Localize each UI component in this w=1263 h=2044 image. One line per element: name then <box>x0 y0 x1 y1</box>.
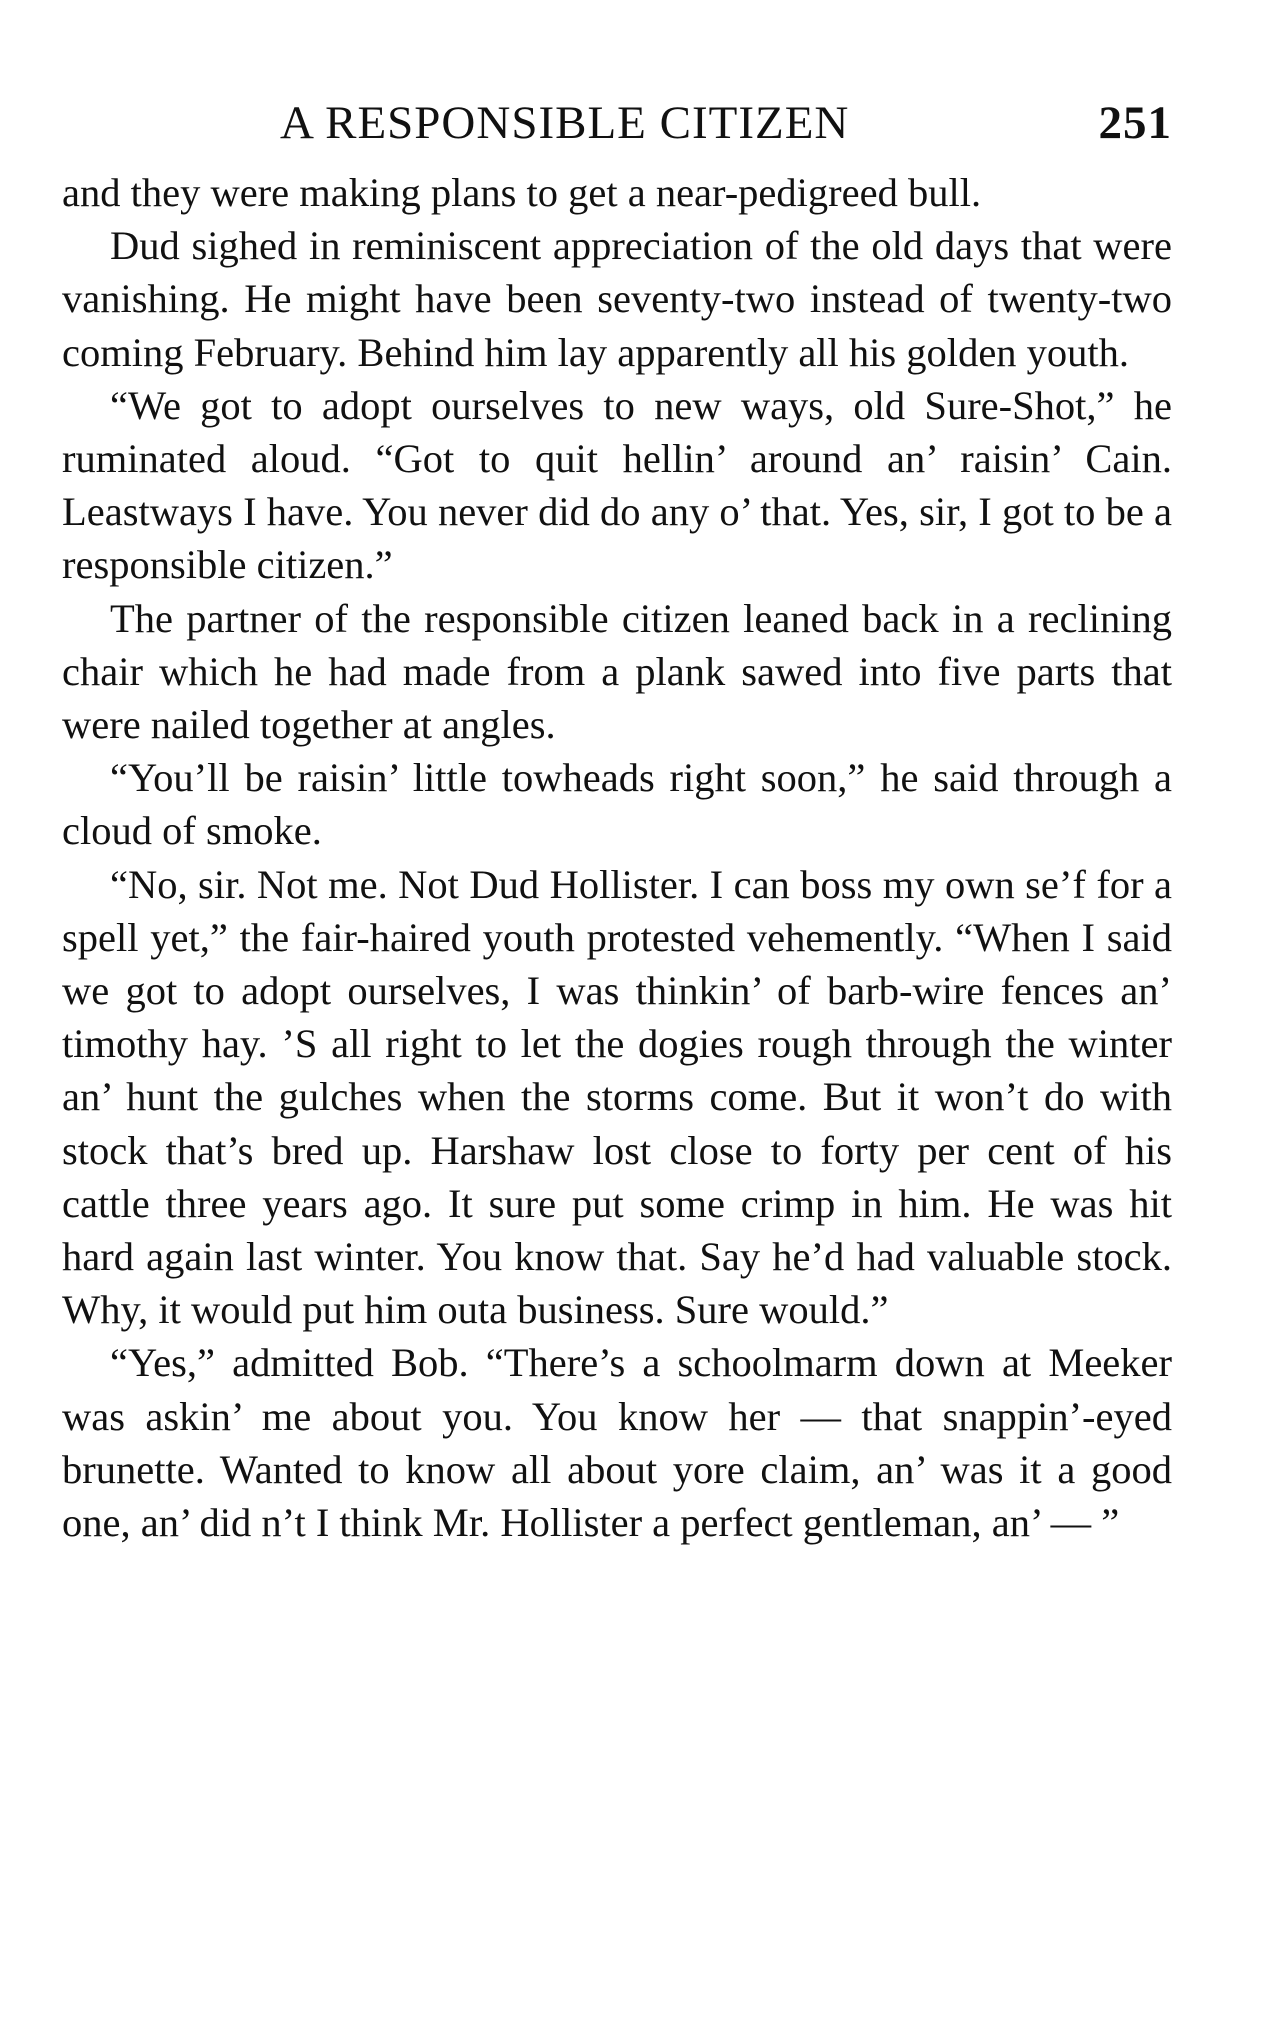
paragraph: “Yes,” admitted Bob. “There’s a schoolmarm down at Meeker was askin’ me about you. You know her — that snappin’-eyed brunette. Wanted to know all about yore claim, an’ was it a good one, an’ did n’t I think Mr. Hollister a perfect gentleman, an’ — ” <box>62 1340 1172 1546</box>
paragraph: The partner of the responsible citizen leaned back in a reclining chair which he had made from a plank sawed into five parts that were nailed together at angles. <box>62 595 1172 748</box>
paragraph: “We got to adopt ourselves to new ways, old Sure-Shot,” he ruminated aloud. “Got to quit hellin’ around an’ raisin’ Cain. Leastways I have. You never did do any o’ that. Yes, sir, I got to be a responsible citizen.” <box>62 382 1172 588</box>
paragraph: “No, sir. Not me. Not Dud Hollister. I can boss my own se’f for a spell yet,” the fair-haired youth protested vehemently. “When I said we got to adopt ourselves, I was thinkin’ of barb-wire fences an’ timothy hay. ’S all right to let the dogies rough through the winter an’ hunt the gulches when the storms come. But it won’t do with stock that’s bred up. Harshaw lost close to forty per cent of his cattle three years ago. It sure put some crimp in him. He was hit hard again last winter. You know that. Say he’d had valuable stock. Why, it would put him outa business. Sure would.” <box>62 861 1172 1333</box>
book-page <box>62 96 1172 1549</box>
running-header <box>62 96 1172 156</box>
paragraph: and they were making plans to get a near-pedigreed bull. <box>62 170 982 215</box>
running-title: A RESPONSIBLE CITIZEN <box>280 97 850 149</box>
page-number: 251 <box>1098 97 1172 149</box>
paragraph: “You’ll be raisin’ little towheads right soon,” he said through a cloud of smoke. <box>62 755 1172 854</box>
paragraph: Dud sighed in reminiscent appreciation of the old days that were vanishing. He might have been seventy-two instead of twenty-two coming February. Behind him lay apparently all his golden youth. <box>62 223 1172 375</box>
body-text <box>62 166 1172 1549</box>
